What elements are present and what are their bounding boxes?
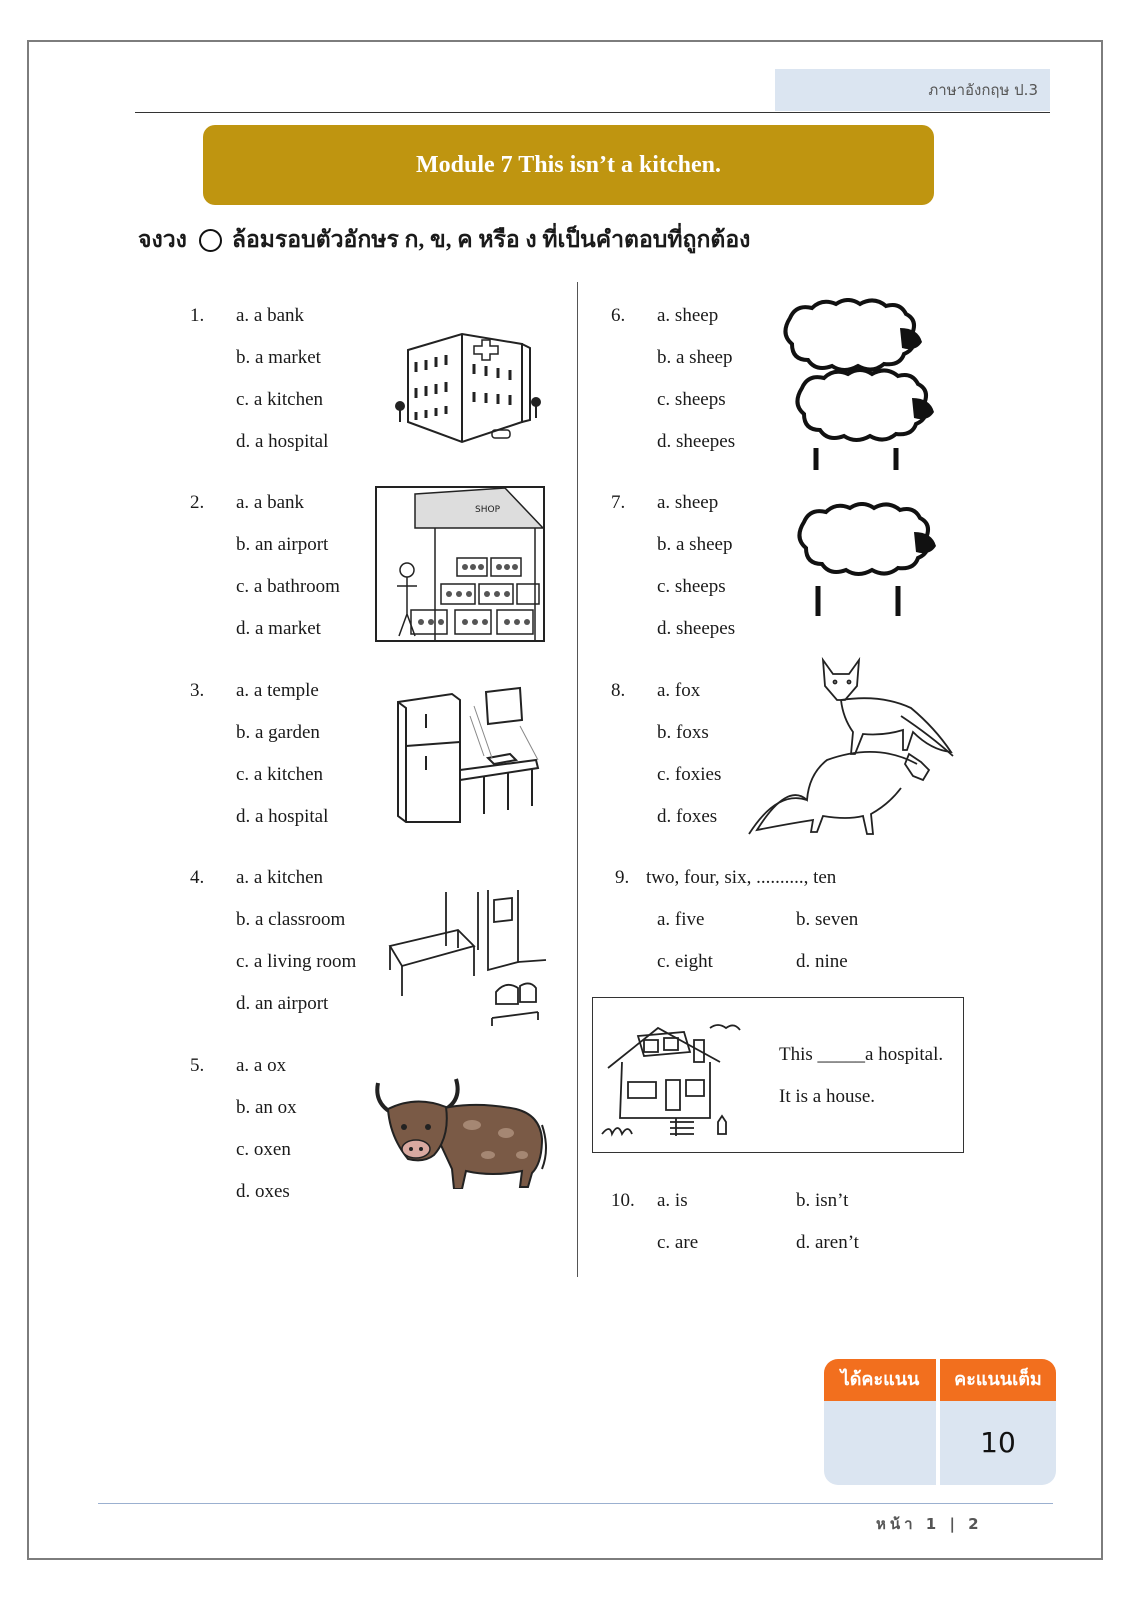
question-number: 7.: [611, 492, 626, 513]
option-b[interactable]: b. foxs: [657, 722, 709, 743]
option-b[interactable]: b. an airport: [236, 534, 329, 555]
option-a[interactable]: a. is: [657, 1190, 688, 1211]
option-a[interactable]: a. five: [657, 909, 705, 930]
option-a[interactable]: a. a kitchen: [236, 867, 324, 888]
option-a[interactable]: a. sheep: [657, 492, 719, 513]
option-d[interactable]: d. an airport: [236, 993, 329, 1014]
option-c[interactable]: c. oxen: [236, 1139, 291, 1160]
option-d[interactable]: d. a hospital: [236, 806, 329, 827]
column-divider: [577, 282, 578, 1277]
instruction: [138, 222, 750, 258]
question-prompt: two, four, six, .........., ten: [646, 867, 837, 888]
house-line-2: It is a house.: [779, 1086, 876, 1107]
option-a[interactable]: a. a bank: [236, 492, 305, 513]
option-c[interactable]: c. a living room: [236, 951, 357, 972]
option-b[interactable]: b. a sheep: [657, 534, 733, 555]
option-a[interactable]: a. a temple: [236, 680, 319, 701]
option-c[interactable]: c. eight: [657, 951, 713, 972]
option-c[interactable]: c. foxies: [657, 764, 722, 785]
option-b[interactable]: b. isn’t: [796, 1190, 849, 1211]
earned-score-label: ได้คะแนน: [824, 1359, 936, 1401]
ox-illustration: [372, 1073, 550, 1189]
option-d[interactable]: d. nine: [796, 951, 848, 972]
option-c[interactable]: c. a kitchen: [236, 389, 324, 410]
instruction-text: ล้อมรอบตัวอักษร ก, ข, ค หรือ ง ที่เป็นคำตอบที่ถูกต้อง: [231, 227, 751, 252]
question-number: 3.: [190, 680, 205, 701]
option-b[interactable]: b. an ox: [236, 1097, 297, 1118]
circle-icon: [199, 229, 222, 252]
house-line-1: This _____a hospital.: [779, 1044, 944, 1065]
option-d[interactable]: d. aren’t: [796, 1232, 859, 1253]
option-d[interactable]: d. sheepes: [657, 618, 736, 639]
kitchen-illustration: [388, 686, 544, 826]
header-rule: [135, 112, 1050, 113]
header-subject: ภาษาอังกฤษ ป.3: [775, 69, 1050, 111]
option-a[interactable]: a. fox: [657, 680, 701, 701]
option-b[interactable]: b. a garden: [236, 722, 320, 743]
option-c[interactable]: c. sheeps: [657, 576, 726, 597]
shop-sign: SHOP: [475, 505, 500, 515]
question-number: 4.: [190, 867, 205, 888]
option-d[interactable]: d. sheepes: [657, 431, 736, 452]
option-c[interactable]: c. sheeps: [657, 389, 726, 410]
hospital-illustration: [390, 330, 550, 450]
option-c[interactable]: c. a kitchen: [236, 764, 324, 785]
question-number: 8.: [611, 680, 626, 701]
instruction-lead: จงวง: [138, 227, 187, 252]
question-number: 5.: [190, 1055, 205, 1076]
house-illustration: [600, 1022, 760, 1142]
option-b[interactable]: b. a sheep: [657, 347, 733, 368]
full-score-label: คะแนนเต็ม: [940, 1359, 1056, 1401]
market-illustration: [375, 486, 545, 642]
option-a[interactable]: a. a ox: [236, 1055, 287, 1076]
question-number: 2.: [190, 492, 205, 513]
option-b[interactable]: b. a classroom: [236, 909, 346, 930]
question-number: 10.: [611, 1190, 635, 1211]
question-number: 1.: [190, 305, 205, 326]
earned-score-field[interactable]: [824, 1401, 936, 1485]
question-number: 6.: [611, 305, 626, 326]
question-number: 9.: [615, 867, 630, 888]
option-b[interactable]: b. seven: [796, 909, 859, 930]
option-d[interactable]: d. foxes: [657, 806, 718, 827]
one-sheep-illustration: [790, 502, 950, 620]
option-d[interactable]: d. a market: [236, 618, 321, 639]
two-sheep-illustration: [776, 298, 948, 473]
option-d[interactable]: d. a hospital: [236, 431, 329, 452]
two-foxes-illustration: [745, 656, 967, 846]
option-d[interactable]: d. oxes: [236, 1181, 290, 1202]
option-b[interactable]: b. a market: [236, 347, 321, 368]
module-title: Module 7 This isn’t a kitchen.: [203, 125, 934, 205]
option-c[interactable]: c. a bathroom: [236, 576, 340, 597]
option-a[interactable]: a. sheep: [657, 305, 719, 326]
page-number: หน้า 1 | 2: [876, 1515, 983, 1533]
score-box: [824, 1359, 1056, 1485]
option-a[interactable]: a. a bank: [236, 305, 305, 326]
living-room-illustration: [388, 890, 548, 1030]
option-c[interactable]: c. are: [657, 1232, 699, 1253]
footer-rule: [98, 1503, 1053, 1504]
full-score-value: 10: [980, 1426, 1016, 1459]
